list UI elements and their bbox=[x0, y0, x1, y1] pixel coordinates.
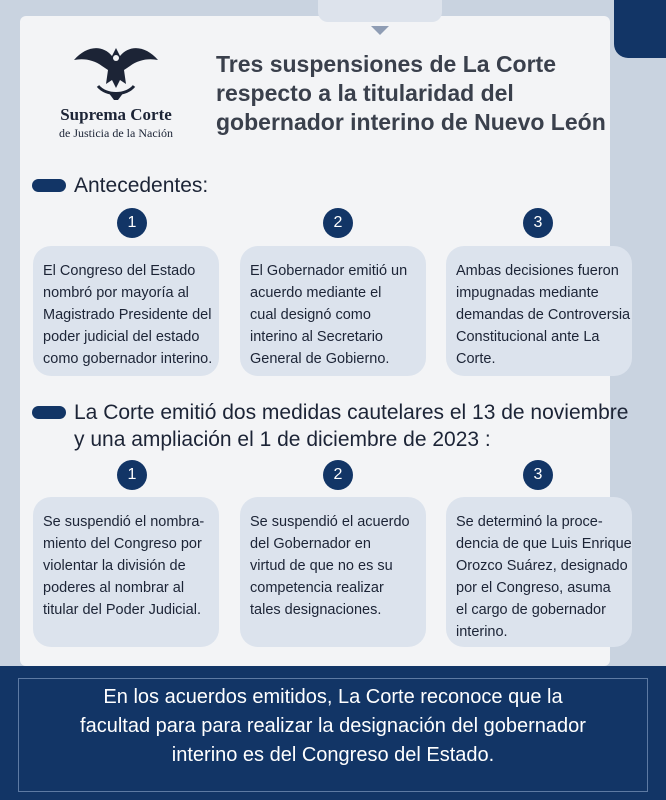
box-line: tales designaciones. bbox=[250, 602, 382, 618]
chevron-down-icon bbox=[371, 26, 389, 35]
step-number-badge: 3 bbox=[523, 460, 553, 490]
logo-name: Suprema Corte bbox=[60, 105, 172, 124]
box-line: acuerdo mediante el bbox=[250, 285, 382, 301]
section-heading-antecedentes bbox=[74, 172, 208, 199]
conclusion-line: En los acuerdos emitidos, La Corte reconoce que la bbox=[103, 686, 563, 708]
box-line: por el Congreso, asuma bbox=[456, 580, 611, 596]
box-line: titular del Poder Judicial. bbox=[43, 602, 201, 618]
box-line: General de Gobierno. bbox=[250, 351, 390, 367]
box-line: interino. bbox=[456, 624, 508, 640]
box-line: miento del Congreso por bbox=[43, 536, 202, 552]
conclusion-banner bbox=[0, 666, 666, 800]
scjn-logo bbox=[50, 40, 182, 150]
box-line: nombró por mayoría al bbox=[43, 285, 189, 301]
medida-box-2 bbox=[240, 497, 426, 647]
box-line: poder judicial del estado bbox=[43, 329, 200, 345]
box-line: como gobernador interino. bbox=[43, 351, 213, 367]
section-heading-text: Antecedentes: bbox=[74, 174, 209, 197]
box-line: poderes al nombrar al bbox=[43, 580, 185, 596]
section-heading-line: y una ampliación el 1 de diciembre de 2023 : bbox=[74, 428, 491, 451]
box-line: Orozco Suárez, designado bbox=[456, 558, 628, 574]
step-number-badge: 1 bbox=[117, 208, 147, 238]
box-line: impugnadas mediante bbox=[456, 285, 599, 301]
box-line: Corte. bbox=[456, 351, 496, 367]
title-line: Tres suspensiones de La Corte bbox=[216, 51, 557, 77]
box-line: del Gobernador en bbox=[250, 536, 371, 552]
medida-box-1 bbox=[33, 497, 219, 647]
box-line: Constitucional ante La bbox=[456, 329, 600, 345]
section-bullet-icon bbox=[32, 406, 66, 419]
conclusion-text bbox=[0, 683, 666, 770]
top-tab bbox=[318, 0, 442, 22]
box-line: interino al Secretario bbox=[250, 329, 383, 345]
box-line: Se determinó la proce- bbox=[456, 514, 603, 530]
box-line: El Gobernador emitió un bbox=[250, 263, 408, 279]
box-line: cual designó como bbox=[250, 307, 371, 323]
section-bullet-icon bbox=[32, 179, 66, 192]
box-line: dencia de que Luis Enrique bbox=[456, 536, 632, 552]
box-line: competencia realizar bbox=[250, 580, 384, 596]
title-line: gobernador interino de Nuevo León bbox=[216, 109, 606, 135]
conclusion-line: facultad para para realizar la designación del gobernador bbox=[80, 715, 586, 737]
page-title bbox=[216, 50, 636, 137]
box-line: virtud de que no es su bbox=[250, 558, 393, 574]
antecedente-box-1 bbox=[33, 246, 219, 376]
conclusion-line: interino es del Congreso del Estado. bbox=[171, 744, 495, 766]
section-heading-medidas bbox=[74, 399, 628, 453]
title-line: respecto a la titularidad del bbox=[216, 80, 514, 106]
step-number-badge: 1 bbox=[117, 460, 147, 490]
box-line: el cargo de gobernador bbox=[456, 602, 606, 618]
step-number-badge: 3 bbox=[523, 208, 553, 238]
box-line: Magistrado Presidente del bbox=[43, 307, 212, 323]
antecedente-box-2 bbox=[240, 246, 426, 376]
box-line: demandas de Controversia bbox=[456, 307, 631, 323]
box-line: Ambas decisiones fueron bbox=[456, 263, 619, 279]
box-line: El Congreso del Estado bbox=[43, 263, 196, 279]
logo-subtitle: de Justicia de la Nación bbox=[59, 126, 173, 140]
box-line: violentar la división de bbox=[43, 558, 186, 574]
box-line: Se suspendió el acuerdo bbox=[250, 514, 410, 530]
antecedente-box-3 bbox=[446, 246, 632, 376]
step-number-badge: 2 bbox=[323, 208, 353, 238]
section-heading-line: La Corte emitió dos medidas cautelares el 13 de noviembre bbox=[74, 401, 629, 424]
medida-box-3 bbox=[446, 497, 632, 647]
box-line: Se suspendió el nombra- bbox=[43, 514, 205, 530]
eagle-emblem-icon bbox=[68, 40, 164, 102]
step-number-badge: 2 bbox=[323, 460, 353, 490]
